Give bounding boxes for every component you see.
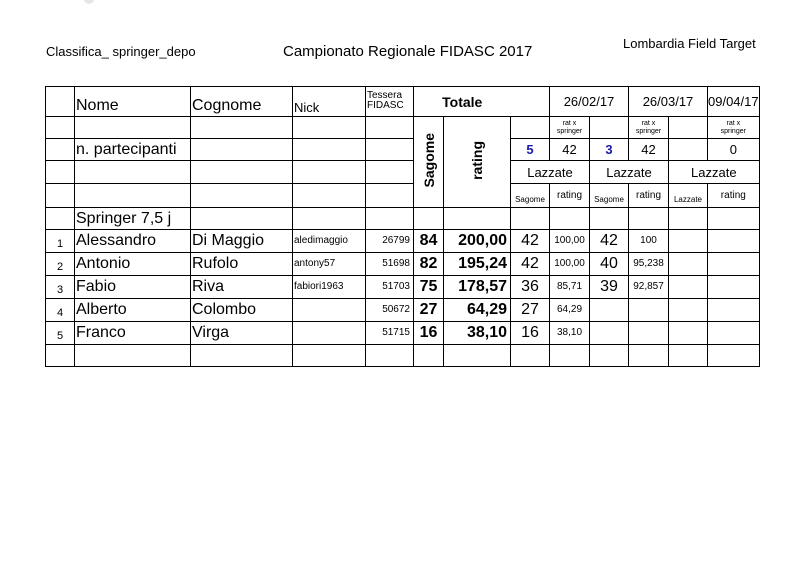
date1-sagome-cell: 42 xyxy=(511,230,550,253)
date1-rating-cell: 100,00 xyxy=(550,230,590,253)
date2-sagome-cell: 40 xyxy=(590,253,629,276)
rat-x-springer-3 xyxy=(708,117,760,139)
cell-empty xyxy=(293,139,366,161)
cell-empty xyxy=(46,139,75,161)
col-header-tessera xyxy=(366,87,414,117)
position-cell: 5 xyxy=(46,322,75,345)
col-header-nick: Nick xyxy=(293,87,366,117)
sheet-title-left: Classifica_ springer_depo xyxy=(46,44,196,59)
nome-cell: Fabio xyxy=(75,276,191,299)
category-label: Springer 7,5 j xyxy=(75,208,191,230)
cell-empty xyxy=(629,208,669,230)
total-sagome-cell: 84 xyxy=(414,230,444,253)
partecipanti-row xyxy=(46,139,760,161)
cell-empty xyxy=(191,208,293,230)
corner-mark xyxy=(84,0,94,4)
subheader-row xyxy=(46,184,760,208)
partecipanti-label: n. partecipanti xyxy=(75,139,191,161)
data-rows xyxy=(46,230,760,345)
table-row xyxy=(46,276,760,299)
date3-rating-cell xyxy=(708,276,760,299)
nome-cell: Franco xyxy=(75,322,191,345)
date1-rating-cell: 85,71 xyxy=(550,276,590,299)
sheet-title-right: Lombardia Field Target xyxy=(623,36,756,51)
cell-empty xyxy=(46,184,75,208)
sub-rating-1: rating xyxy=(550,184,590,208)
total-sagome-cell: 75 xyxy=(414,276,444,299)
cell-empty xyxy=(46,161,75,184)
date2-sagome-cell xyxy=(590,322,629,345)
date2-rating-cell: 95,238 xyxy=(629,253,669,276)
nick-cell: antony57 xyxy=(293,253,366,276)
partecipanti-count-1: 5 xyxy=(511,139,550,161)
date2-sagome-cell: 39 xyxy=(590,276,629,299)
cell-empty xyxy=(46,87,75,117)
date2-rating-cell: 100 xyxy=(629,230,669,253)
total-sagome-cell: 27 xyxy=(414,299,444,322)
date3-sagome-cell xyxy=(669,276,708,299)
date3-sagome-cell xyxy=(669,299,708,322)
cell-empty xyxy=(75,184,191,208)
cell-empty xyxy=(366,161,414,184)
table-row xyxy=(46,230,760,253)
position-cell: 4 xyxy=(46,299,75,322)
date2-rating-cell xyxy=(629,299,669,322)
rat-x-springer-2 xyxy=(629,117,669,139)
venue-2: Lazzate xyxy=(590,161,669,184)
total-rating-cell: 200,00 xyxy=(444,230,511,253)
cell-empty xyxy=(511,87,550,117)
date-header-1: 26/02/17 xyxy=(550,87,629,117)
nome-cell: Alberto xyxy=(75,299,191,322)
col-header-cognome: Cognome xyxy=(191,87,293,117)
rat-row xyxy=(46,117,760,139)
cell-empty xyxy=(191,161,293,184)
position-cell: 2 xyxy=(46,253,75,276)
cell-empty xyxy=(366,117,414,139)
rat-x-line2: springer xyxy=(556,127,583,135)
date2-sagome-cell xyxy=(590,299,629,322)
date1-rating-cell: 100,00 xyxy=(550,253,590,276)
nome-cell: Antonio xyxy=(75,253,191,276)
lazzate-row xyxy=(46,161,760,184)
cell-empty xyxy=(46,117,75,139)
sub-rating-2: rating xyxy=(629,184,669,208)
tessera-cell: 26799 xyxy=(366,230,414,253)
cell-empty xyxy=(590,117,629,139)
ranking-table xyxy=(45,86,760,367)
date3-sagome-cell xyxy=(669,322,708,345)
venue-3: Lazzate xyxy=(669,161,760,184)
cell-empty xyxy=(46,208,75,230)
tessera-cell: 51703 xyxy=(366,276,414,299)
venue-1: Lazzate xyxy=(511,161,590,184)
cognome-cell: Riva xyxy=(191,276,293,299)
sub-rating-3: rating xyxy=(708,184,760,208)
nick-cell: aledimaggio xyxy=(293,230,366,253)
cognome-cell: Virga xyxy=(191,322,293,345)
partecipanti-rating-2: 42 xyxy=(629,139,669,161)
cell-empty xyxy=(708,208,760,230)
cell-empty xyxy=(293,184,366,208)
cognome-cell: Rufolo xyxy=(191,253,293,276)
category-row xyxy=(46,208,760,230)
sub-sagome-1: Sagome xyxy=(511,184,550,208)
date1-sagome-cell: 16 xyxy=(511,322,550,345)
partecipanti-count-2: 3 xyxy=(590,139,629,161)
date-header-2: 26/03/17 xyxy=(629,87,708,117)
date1-rating-cell: 64,29 xyxy=(550,299,590,322)
total-rating-cell: 195,24 xyxy=(444,253,511,276)
date2-rating-cell: 92,857 xyxy=(629,276,669,299)
cell-empty xyxy=(293,208,366,230)
nome-cell: Alessandro xyxy=(75,230,191,253)
cell-empty xyxy=(293,117,366,139)
partecipanti-rating-3: 0 xyxy=(708,139,760,161)
date2-rating-cell xyxy=(629,322,669,345)
nick-cell xyxy=(293,299,366,322)
rat-x-line2: springer xyxy=(635,127,662,135)
col-header-sagome xyxy=(414,117,444,208)
date1-sagome-cell: 27 xyxy=(511,299,550,322)
cell-empty xyxy=(669,117,708,139)
date3-rating-cell xyxy=(708,322,760,345)
date1-rating-cell: 38,10 xyxy=(550,322,590,345)
cell-empty xyxy=(444,208,511,230)
date3-sagome-cell xyxy=(669,230,708,253)
date1-sagome-cell: 42 xyxy=(511,253,550,276)
cognome-cell: Di Maggio xyxy=(191,230,293,253)
header-row xyxy=(46,87,760,117)
total-rating-cell: 178,57 xyxy=(444,276,511,299)
empty-row xyxy=(46,345,760,367)
tessera-cell: 51715 xyxy=(366,322,414,345)
table-row xyxy=(46,299,760,322)
cell-empty xyxy=(191,117,293,139)
cell-empty xyxy=(550,208,590,230)
date1-sagome-cell: 36 xyxy=(511,276,550,299)
cell-empty xyxy=(590,208,629,230)
tessera-cell: 50672 xyxy=(366,299,414,322)
date3-rating-cell xyxy=(708,253,760,276)
rat-x-line1: rat x xyxy=(726,120,741,128)
col-header-totale: Totale xyxy=(414,87,511,117)
rating-vertical-label: rating xyxy=(469,140,485,180)
position-cell: 1 xyxy=(46,230,75,253)
cell-empty xyxy=(366,208,414,230)
partecipanti-count-3 xyxy=(669,139,708,161)
sheet-title-center: Campionato Regionale FIDASC 2017 xyxy=(283,43,533,60)
cell-empty xyxy=(191,139,293,161)
cell-empty xyxy=(669,208,708,230)
tessera-cell: 51698 xyxy=(366,253,414,276)
nick-cell xyxy=(293,322,366,345)
position-cell: 3 xyxy=(46,276,75,299)
total-sagome-cell: 82 xyxy=(414,253,444,276)
cell-empty xyxy=(511,208,550,230)
date3-sagome-cell xyxy=(669,253,708,276)
sub-lazzate-3: Lazzate xyxy=(669,184,708,208)
col-header-nome: Nome xyxy=(75,87,191,117)
cell-empty xyxy=(293,161,366,184)
partecipanti-rating-1: 42 xyxy=(550,139,590,161)
table-row xyxy=(46,322,760,345)
total-rating-cell: 64,29 xyxy=(444,299,511,322)
total-sagome-cell: 16 xyxy=(414,322,444,345)
tessera-line1: Tessera xyxy=(367,90,403,101)
rat-x-springer-1 xyxy=(550,117,590,139)
col-header-rating xyxy=(444,117,511,208)
date2-sagome-cell: 42 xyxy=(590,230,629,253)
nick-cell: fabiori1963 xyxy=(293,276,366,299)
rat-x-line1: rat x xyxy=(562,120,577,128)
date3-rating-cell xyxy=(708,230,760,253)
table-row xyxy=(46,253,760,276)
cell-empty xyxy=(75,117,191,139)
cell-empty xyxy=(414,208,444,230)
sagome-vertical-label: Sagome xyxy=(420,132,437,188)
cell-empty xyxy=(366,139,414,161)
rat-x-line1: rat x xyxy=(641,120,656,128)
cognome-cell: Colombo xyxy=(191,299,293,322)
total-rating-cell: 38,10 xyxy=(444,322,511,345)
sub-sagome-2: Sagome xyxy=(590,184,629,208)
cell-empty xyxy=(366,184,414,208)
tessera-line2: FIDASC xyxy=(367,100,404,111)
date3-rating-cell xyxy=(708,299,760,322)
date-header-3: 09/04/17 xyxy=(708,87,760,117)
cell-empty xyxy=(511,117,550,139)
rat-x-line2: springer xyxy=(720,127,746,135)
cell-empty xyxy=(75,161,191,184)
cell-empty xyxy=(191,184,293,208)
